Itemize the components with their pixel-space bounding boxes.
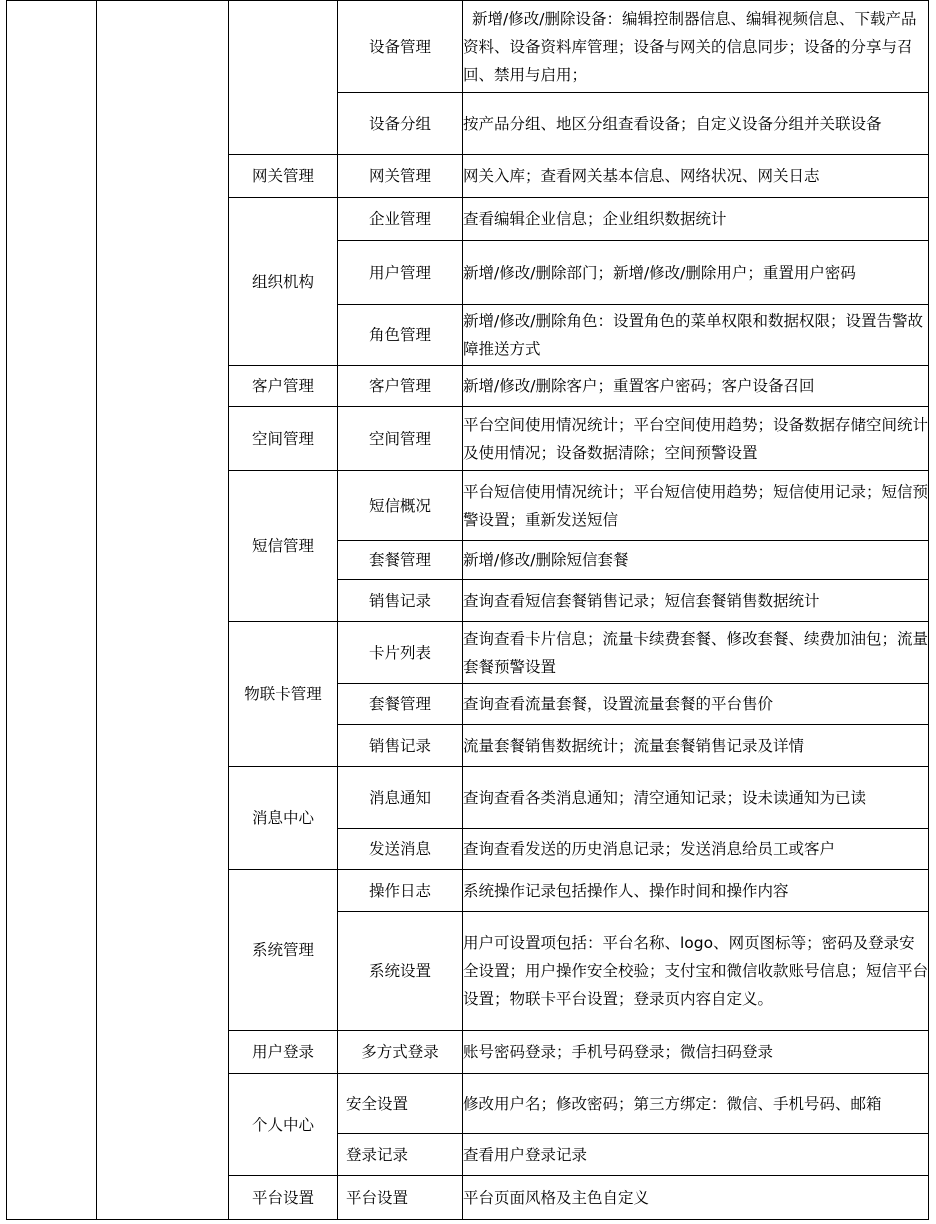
function-cell: 登录记录 [338, 1134, 463, 1176]
description-cell: 查看编辑企业信息；企业组织数据统计 [463, 198, 929, 241]
description-cell: 新增/修改/删除角色：设置角色的菜单权限和数据权限；设置告警故障推送方式 [463, 305, 929, 366]
description-cell: 网关入库；查看网关基本信息、网络状况、网关日志 [463, 155, 929, 198]
description-cell: 查询查看短信套餐销售记录；短信套餐销售数据统计 [463, 580, 929, 622]
description-cell: 修改用户名；修改密码；第三方绑定：微信、手机号码、邮箱 [463, 1074, 929, 1134]
function-cell: 安全设置 [338, 1074, 463, 1134]
table-row [7, 1, 929, 93]
module-cell: 系统管理 [229, 870, 338, 1031]
function-cell: 系统设置 [338, 912, 463, 1031]
function-cell: 网关管理 [338, 155, 463, 198]
function-cell: 卡片列表 [338, 622, 463, 684]
description-cell: 平台短信使用情况统计；平台短信使用趋势；短信使用记录；短信预警设置；重新发送短信 [463, 471, 929, 541]
function-cell: 空间管理 [338, 407, 463, 471]
function-spec-table [6, 0, 929, 1220]
module-cell: 消息中心 [229, 767, 338, 870]
description-text: 新增/修改/删除设备：编辑控制器信息、编辑视频信息、下载产品资料、设备资料库管理；设备与网关的信息同步；设备的分享与召回、禁用与启用； [463, 9, 917, 84]
function-cell: 消息通知 [338, 767, 463, 829]
category-cell [7, 1, 97, 1220]
function-cell: 发送消息 [338, 829, 463, 870]
module-cell: 物联卡管理 [229, 622, 338, 767]
module-cell: 平台设置 [229, 1176, 338, 1220]
description-cell: 查询查看各类消息通知；清空通知记录；设未读通知为已读 [463, 767, 929, 829]
function-cell: 设备管理 [338, 1, 463, 93]
description-cell: 新增/修改/删除短信套餐 [463, 541, 929, 580]
description-cell: 流量套餐销售数据统计；流量套餐销售记录及详情 [463, 725, 929, 767]
function-cell: 短信概况 [338, 471, 463, 541]
description-cell: 查看用户登录记录 [463, 1134, 929, 1176]
description-cell: 平台空间使用情况统计；平台空间使用趋势；设备数据存储空间统计及使用情况；设备数据清除；空间预警设置 [463, 407, 929, 471]
subsystem-cell [97, 1, 229, 1220]
function-cell: 角色管理 [338, 305, 463, 366]
function-cell: 销售记录 [338, 725, 463, 767]
function-cell: 操作日志 [338, 870, 463, 912]
description-cell: 查询查看流量套餐，设置流量套餐的平台售价 [463, 684, 929, 725]
description-cell [463, 1, 929, 93]
function-cell: 设备分组 [338, 93, 463, 155]
function-cell: 多方式登录 [338, 1031, 463, 1074]
function-cell: 销售记录 [338, 580, 463, 622]
module-cell: 网关管理 [229, 155, 338, 198]
function-cell: 平台设置 [338, 1176, 463, 1220]
description-cell: 新增/修改/删除部门；新增/修改/删除用户；重置用户密码 [463, 241, 929, 305]
module-cell: 客户管理 [229, 366, 338, 407]
description-cell: 用户可设置项包括：平台名称、logo、网页图标等；密码及登录安全设置；用户操作安全校验；支付宝和微信收款账号信息；短信平台设置；物联卡平台设置；登录页内容自定义。 [463, 912, 929, 1031]
function-cell: 企业管理 [338, 198, 463, 241]
description-cell: 账号密码登录；手机号码登录；微信扫码登录 [463, 1031, 929, 1074]
module-cell: 空间管理 [229, 407, 338, 471]
description-cell: 查询查看卡片信息；流量卡续费套餐、修改套餐、续费加油包；流量套餐预警设置 [463, 622, 929, 684]
description-cell: 平台页面风格及主色自定义 [463, 1176, 929, 1220]
function-cell: 套餐管理 [338, 541, 463, 580]
function-cell: 用户管理 [338, 241, 463, 305]
module-cell: 组织机构 [229, 198, 338, 366]
description-cell: 按产品分组、地区分组查看设备；自定义设备分组并关联设备 [463, 93, 929, 155]
module-cell: 短信管理 [229, 471, 338, 622]
module-cell [229, 1, 338, 155]
module-cell: 个人中心 [229, 1074, 338, 1176]
description-cell: 查询查看发送的历史消息记录；发送消息给员工或客户 [463, 829, 929, 870]
module-cell: 用户登录 [229, 1031, 338, 1074]
function-cell: 客户管理 [338, 366, 463, 407]
function-cell: 套餐管理 [338, 684, 463, 725]
description-cell: 系统操作记录包括操作人、操作时间和操作内容 [463, 870, 929, 912]
description-cell: 新增/修改/删除客户；重置客户密码；客户设备召回 [463, 366, 929, 407]
